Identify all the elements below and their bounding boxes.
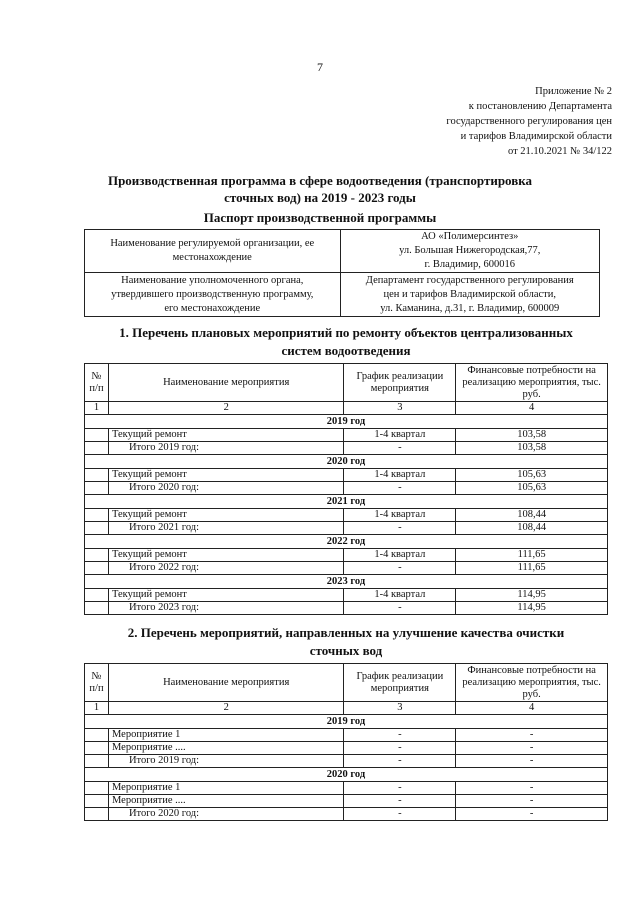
header-name: Наименование мероприятия [108,664,343,702]
table-row [85,742,608,755]
header-schedule: График реализации мероприятия [344,664,456,702]
table-header-row [85,664,608,702]
total-schedule: - [344,522,456,535]
title-line: Производственная программа в сфере водоотведения (транспортировка [107,173,533,188]
item-schedule: - [344,729,456,742]
item-schedule: - [344,742,456,755]
num-cell [85,782,109,795]
total-row [85,522,608,535]
col-number: 3 [344,702,456,715]
total-schedule: - [344,808,456,821]
year-label: 2020 год [85,455,608,469]
col-number: 2 [108,702,343,715]
total-value: 105,63 [456,482,608,495]
header-finance: Финансовые потребности на реализацию мероприятия, тыс. руб. [456,664,608,702]
passport-value: Департамент государственного регулирования цен и тарифов Владимирской области, ул. Каманина, д.31, г. Владимир, 600009 [340,273,600,317]
item-name: Мероприятие 1 [108,729,343,742]
table-row [85,782,608,795]
col-number: 4 [456,402,608,415]
num-cell [85,549,109,562]
year-label: 2021 год [85,495,608,509]
item-value: 108,44 [456,509,608,522]
total-schedule: - [344,442,456,455]
item-name: Текущий ремонт [108,509,343,522]
total-label: Итого 2020 год: [108,482,343,495]
table-row [85,429,608,442]
num-cell [85,795,109,808]
passport-label: Наименование уполномоченного органа, утвердившего производственную программу, его местонахождение [85,273,341,317]
passport-row [85,273,600,317]
num-cell [85,469,109,482]
col-number: 1 [85,702,109,715]
total-value: 103,58 [456,442,608,455]
total-label: Итого 2019 год: [108,755,343,768]
header-name: Наименование мероприятия [108,364,343,402]
section2-title: 2. Перечень мероприятий, направленных на улучшение качества очистки сточных вод [127,625,565,658]
appendix-block [372,84,612,159]
num-cell [85,522,109,535]
appendix-line: государственного регулирования цен [446,116,612,127]
item-value: 111,65 [456,549,608,562]
passport-title: Паспорт производственной программы [203,210,437,225]
table-row [85,549,608,562]
passport-label: Наименование регулируемой организации, ее местонахождение [85,230,341,273]
section2-table [84,663,608,821]
total-value: 111,65 [456,562,608,575]
total-value: 108,44 [456,522,608,535]
page-number: 7 [317,60,323,74]
item-schedule: 1-4 квартал [344,589,456,602]
total-schedule: - [344,562,456,575]
item-value: - [456,742,608,755]
item-name: Текущий ремонт [108,549,343,562]
item-name: Мероприятие .... [108,742,343,755]
total-value: - [456,755,608,768]
header-num: № п/п [85,664,109,702]
year-row [85,415,608,429]
appendix-line: Приложение № 2 [535,86,612,97]
total-label: Итого 2023 год: [108,602,343,615]
item-value: - [456,795,608,808]
item-value: 105,63 [456,469,608,482]
table-row [85,469,608,482]
passport-row [85,230,600,273]
item-schedule: 1-4 квартал [344,509,456,522]
item-name: Текущий ремонт [108,469,343,482]
total-schedule: - [344,602,456,615]
year-row [85,495,608,509]
year-row [85,535,608,549]
year-label: 2019 год [85,715,608,729]
total-row [85,755,608,768]
total-schedule: - [344,755,456,768]
item-schedule: 1-4 квартал [344,549,456,562]
total-label: Итого 2022 год: [108,562,343,575]
appendix-line: и тарифов Владимирской области [460,131,612,142]
appendix-line: от 21.10.2021 № 34/122 [507,146,612,157]
total-value: - [456,808,608,821]
num-cell [85,742,109,755]
column-number-row [85,402,608,415]
item-name: Мероприятие .... [108,795,343,808]
year-row [85,575,608,589]
section1-table [84,363,608,615]
year-row [85,768,608,782]
table-row [85,589,608,602]
num-cell [85,562,109,575]
num-cell [85,808,109,821]
header-schedule: График реализации мероприятия [344,364,456,402]
total-row [85,602,608,615]
num-cell [85,755,109,768]
total-row [85,442,608,455]
num-cell [85,429,109,442]
col-number: 3 [344,402,456,415]
item-name: Мероприятие 1 [108,782,343,795]
num-cell [85,729,109,742]
col-number: 2 [108,402,343,415]
item-name: Текущий ремонт [108,589,343,602]
year-row [85,715,608,729]
column-number-row [85,702,608,715]
total-row [85,482,608,495]
header-finance: Финансовые потребности на реализацию мероприятия, тыс. руб. [456,364,608,402]
total-label: Итого 2020 год: [108,808,343,821]
year-label: 2023 год [85,575,608,589]
table-row [85,729,608,742]
table-row [85,509,608,522]
item-schedule: 1-4 квартал [344,429,456,442]
passport-value: АО «Полимерсинтез» ул. Большая Нижегородская,77, г. Владимир, 600016 [340,230,600,273]
section1-title: 1. Перечень плановых мероприятий по ремонту объектов централизованных систем водоотведения [119,325,573,358]
total-schedule: - [344,482,456,495]
num-cell [85,442,109,455]
item-value: - [456,729,608,742]
item-value: - [456,782,608,795]
item-schedule: - [344,795,456,808]
item-value: 103,58 [456,429,608,442]
total-label: Итого 2021 год: [108,522,343,535]
item-schedule: - [344,782,456,795]
year-row [85,455,608,469]
num-cell [85,589,109,602]
document-title [90,172,550,206]
num-cell [85,482,109,495]
table-header-row [85,364,608,402]
num-cell [85,602,109,615]
appendix-line: к постановлению Департамента [468,101,612,112]
total-value: 114,95 [456,602,608,615]
header-num: № п/п [85,364,109,402]
item-schedule: 1-4 квартал [344,469,456,482]
col-number: 1 [85,402,109,415]
col-number: 4 [456,702,608,715]
title-line: сточных вод) на 2019 - 2023 годы [224,190,416,205]
item-name: Текущий ремонт [108,429,343,442]
passport-table [84,229,600,317]
total-row [85,562,608,575]
table-row [85,795,608,808]
year-label: 2022 год [85,535,608,549]
num-cell [85,509,109,522]
year-label: 2019 год [85,415,608,429]
year-label: 2020 год [85,768,608,782]
total-row [85,808,608,821]
total-label: Итого 2019 год: [108,442,343,455]
item-value: 114,95 [456,589,608,602]
